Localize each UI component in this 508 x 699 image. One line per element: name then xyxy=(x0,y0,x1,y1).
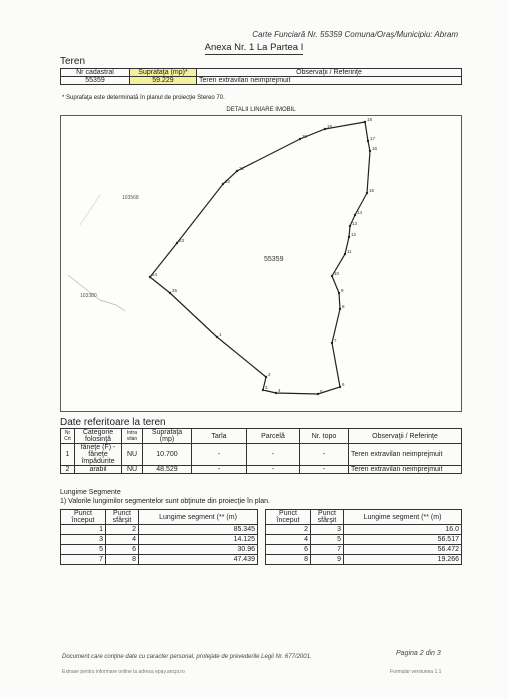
lungime-table-left xyxy=(60,509,258,565)
table-row: 7 8 47.439 xyxy=(61,555,258,565)
cell-observatii: Teren extravilan neimprejmuit xyxy=(197,77,462,85)
vertex-point-8 xyxy=(339,308,341,310)
footer-extras: Extrase pentru informare online la adresa epay.ancpi.ro xyxy=(62,669,185,675)
neighbor-label-2: 103380 xyxy=(80,293,97,299)
vertex-label-6: 6 xyxy=(342,382,345,387)
parcel-map xyxy=(60,115,462,412)
col-nr-cadastral: Nr cadastral xyxy=(61,69,130,77)
col-observatii-ref: Observaţii / Referinţe xyxy=(349,429,462,444)
vertex-point-14 xyxy=(354,214,356,216)
vertex-point-23 xyxy=(176,242,178,244)
col-nr-topo: Nr. topo xyxy=(300,429,349,444)
vertex-label-22: 22 xyxy=(225,179,231,184)
vertex-point-19 xyxy=(324,128,326,130)
vertex-point-13 xyxy=(349,225,351,227)
col-punct-inceput: Punct început xyxy=(61,510,106,525)
table-row: 1 2 85.345 xyxy=(61,525,258,535)
vertex-point-25 xyxy=(169,292,171,294)
vertex-point-21 xyxy=(236,170,238,172)
lungime-subtitle: 1) Valorile lungimilor segmentelor sunt obţinute din proiecţie în plan. xyxy=(60,498,270,505)
table-row: 2 arabil NU 48.529 - - - Teren extravilan neimprejmuit xyxy=(61,466,462,474)
vertex-point-1 xyxy=(216,336,218,338)
table-row: 4 5 56.517 xyxy=(266,535,462,545)
teren-title: Teren xyxy=(60,56,86,67)
col-suprafata-mp: Suprafaţa (mp) xyxy=(143,429,192,444)
vertex-label-21: 21 xyxy=(239,166,245,171)
vertex-label-19: 19 xyxy=(327,124,333,129)
parcel-label: 55359 xyxy=(264,256,284,263)
col-suprafata: Suprafaţa (mp)* xyxy=(130,69,197,77)
table-row: 3 4 14.125 xyxy=(61,535,258,545)
col-lungime: Lungime segment (** (m) xyxy=(139,510,258,525)
map-frame xyxy=(61,116,462,412)
teren-table xyxy=(60,68,462,85)
vertex-label-20: 20 xyxy=(302,134,308,139)
col-punct-sfarsit: Punct sfârşit xyxy=(106,510,139,525)
vertex-label-7: 7 xyxy=(334,338,337,343)
col-tarla: Tarla xyxy=(192,429,247,444)
vertex-label-4: 4 xyxy=(278,388,281,393)
vertex-label-9: 9 xyxy=(341,288,344,293)
vertex-point-9 xyxy=(338,292,340,294)
date-ref-title: Date referitoare la teren xyxy=(60,417,166,428)
vertex-point-17 xyxy=(367,140,369,142)
table-row: 1 fâneţe (F) - fâneţe împădurite NU 10.700 - - - Teren extravilan neimprejmuit xyxy=(61,444,462,466)
vertex-label-2: 2 xyxy=(268,372,271,377)
header-title: Carte Funciară Nr. 55359 Comuna/Oraş/Municipiu: Abram xyxy=(252,30,458,39)
page-number: Pagina 2 din 3 xyxy=(396,650,441,657)
vertex-point-5 xyxy=(317,393,319,395)
vertex-label-17: 17 xyxy=(370,136,376,141)
col-categorie: Categorie folosinţă xyxy=(75,429,122,444)
vertex-point-22 xyxy=(222,183,224,185)
vertex-point-10 xyxy=(331,275,333,277)
col-intravilan: Intra vilan xyxy=(122,429,143,444)
anexa-title: Anexa Nr. 1 La Partea I xyxy=(204,42,304,53)
vertex-label-16: 16 xyxy=(372,146,378,151)
teren-note: * Suprafaţa este determinată în planul de proiecţie Stereo 70. xyxy=(62,95,225,101)
vertex-label-12: 12 xyxy=(351,232,357,237)
vertex-point-12 xyxy=(348,236,350,238)
vertex-point-16 xyxy=(369,150,371,152)
vertex-point-3 xyxy=(262,389,264,391)
vertex-point-7 xyxy=(331,342,333,344)
vertex-point-4 xyxy=(275,392,277,394)
date-ref-table xyxy=(60,428,462,474)
vertex-point-24 xyxy=(149,276,151,278)
cell-suprafata: 59.229 xyxy=(130,77,197,85)
map-title: DETALII LINIARE IMOBIL xyxy=(226,107,296,113)
table-row: 2 3 16.0 xyxy=(266,525,462,535)
table-row: 6 7 56.472 xyxy=(266,545,462,555)
vertex-label-14: 14 xyxy=(357,210,363,215)
vertex-point-15 xyxy=(366,192,368,194)
vertex-label-24: 24 xyxy=(152,272,158,277)
vertex-point-20 xyxy=(299,138,301,140)
col-nr-crt: Nr Crt xyxy=(61,429,75,444)
neighbor-label-1: 103568 xyxy=(122,195,139,201)
footer-formular: Formular versiunea 1.1 xyxy=(390,669,442,675)
table-row: 8 9 19.266 xyxy=(266,555,462,565)
vertex-label-25: 25 xyxy=(172,288,178,293)
vertex-point-18 xyxy=(364,121,366,123)
vertex-label-15: 15 xyxy=(369,188,375,193)
vertex-label-23: 23 xyxy=(179,238,185,243)
lungime-table-right: Punct început Punct sfârşit Lungime segment (** (m) 2 3 16.0 4 5 56.517 6 7 56.472 8 9 19.266 xyxy=(265,509,462,565)
vertex-label-8: 8 xyxy=(342,304,345,309)
col-observatii: Observaţii / Referinţe xyxy=(197,69,462,77)
col-parcela: Parcelă xyxy=(247,429,300,444)
vertex-label-18: 18 xyxy=(367,117,373,122)
vertex-label-11: 11 xyxy=(347,249,352,254)
lungime-title: Lungime Segmente xyxy=(60,489,121,496)
vertex-point-6 xyxy=(339,386,341,388)
vertex-label-10: 10 xyxy=(334,271,340,276)
vertex-label-5: 5 xyxy=(320,389,323,394)
table-row: 5 6 30.96 xyxy=(61,545,258,555)
vertex-point-11 xyxy=(344,253,346,255)
vertex-label-1: 1 xyxy=(219,332,222,337)
vertex-point-2 xyxy=(265,376,267,378)
cell-nr-cadastral: 55359 xyxy=(61,77,130,85)
footer-legal: Document care conţine date cu caracter personal, protejate de prevederile Legii Nr. 677/2001. xyxy=(62,654,312,660)
vertex-label-13: 13 xyxy=(352,221,358,226)
vertex-label-3: 3 xyxy=(265,385,268,390)
